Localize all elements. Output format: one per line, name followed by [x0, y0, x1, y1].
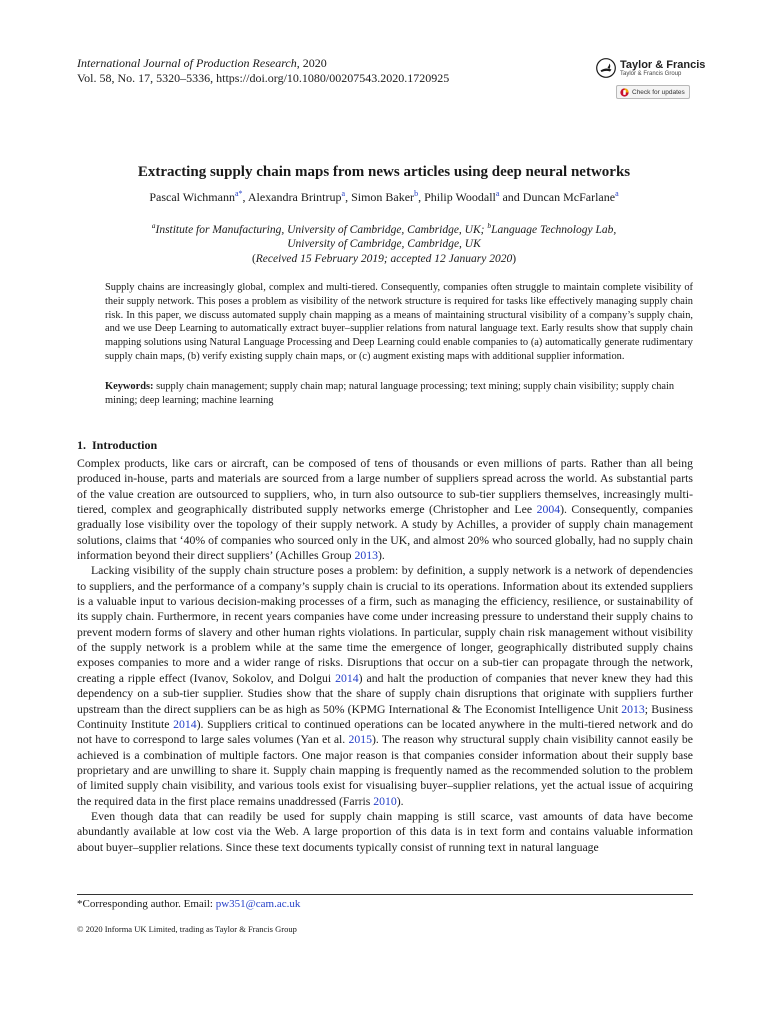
citation-year-link[interactable]: 2010 — [373, 794, 397, 808]
citation-year-link[interactable]: 2015 — [348, 733, 372, 747]
author-list — [0, 189, 768, 205]
publisher-name: Taylor & Francis — [620, 58, 706, 71]
volume-doi-line[interactable]: Vol. 58, No. 17, 5320–5336, https://doi.org/10.1080/00207543.2020.1720925 — [77, 71, 450, 85]
journal-year: , 2020 — [296, 56, 327, 70]
abstract: Supply chains are increasingly global, complex and multi-tiered. Consequently, companies often struggle to maintain complete visibility of their supply network. This poses a problem as visibility of the network structure is required for tasks like effectively managing supply chain risk. In this paper, we discuss automated supply chain mapping as a means of maintaining structural visibility of a company’s supply chain, and we use Deep Learning to automatically extract buyer–supplier relations from natural language text. Early results show that supply chain mapping solutions using Natural Language Processing and Deep Learning could enable companies to (a) automatically generate rudimentary supply chain maps, (b) verify existing supply chain maps, or (c) augment existing maps with additional supplier information. — [105, 282, 693, 362]
author-affiliation-marker[interactable]: a — [615, 189, 619, 198]
affiliation-a-marker: a — [151, 221, 156, 230]
citation-year-link[interactable]: 2013 — [621, 702, 645, 716]
body-text-run: ). The reason why structural supply chain visibility cannot easily be achieved is a combination of multiple factors. One major reason is that companies consider information about their supply base proprietary and are unwilling to share it. Supply chain mapping is frequently named as the recommended solution to the problem of limited supply chain visibility, and various tools exist for visualising buyer–supplier relations, yet the actual issue of acquiring the required data in the first place remains unaddressed (Farris — [77, 733, 693, 808]
body-paragraph — [77, 563, 693, 809]
body-text-run: ; Business Continuity Institute — [77, 702, 693, 731]
author-name[interactable]: Duncan McFarlane — [522, 190, 616, 204]
journal-info — [77, 56, 449, 86]
section-title: Introduction — [92, 438, 158, 452]
author-affiliation-marker[interactable]: b — [414, 189, 419, 198]
author-separator: , — [345, 190, 352, 204]
body-text-run: ) and halt the production of companies that never knew they had this dependency on a sub-tier supplier. Studies show that the share of supply chain disruptions that originate with suppliers further upstream than the direct suppliers can be as high as 50% (KPMG International & The Economist Intelligence Unit — [77, 671, 693, 716]
check-for-updates-button[interactable] — [616, 85, 690, 99]
oil-lamp-icon — [596, 58, 616, 78]
keywords-text: supply chain management; supply chain map; natural language processing; text mining; supply chain visibility; supply chain mining; deep learning; machine learning — [105, 381, 675, 406]
body-paragraph — [77, 809, 693, 855]
author-affiliation-marker[interactable]: a — [495, 189, 500, 198]
affiliations — [0, 219, 768, 251]
body-text-run: ). Consequently, companies gradually lose visibility over the topology of their supply network. A study by Achilles, a provider of supply chain management solutions, claims that ‘40% of companies who sourced only in the UK, and almost 20% who sourced globally, had no supply chain information beyond their direct suppliers’ (Achilles Group — [77, 503, 693, 563]
check-for-updates-label: Check for updates — [632, 88, 685, 96]
section-heading-introduction — [77, 438, 157, 453]
body-text-run: ). — [396, 794, 404, 808]
author-name[interactable]: Simon Baker — [351, 190, 415, 204]
body-paragraph — [77, 456, 693, 563]
taylor-francis-logo[interactable] — [596, 58, 706, 78]
author-separator: and — [499, 190, 523, 204]
author-affiliation-marker[interactable]: a* — [234, 189, 243, 198]
body-text-run: Even though data that can readily be used for supply chain mapping is still scarce, vast amounts of data have become abundantly available at low cost via the Web. A large proportion of this data is in text form and contains valuable information about buyer–supplier relations. Since these text documents typically consist of running text in natural language — [77, 809, 693, 854]
citation-year-link[interactable]: 2014 — [335, 671, 359, 685]
copyright-notice: © 2020 Informa UK Limited, trading as Taylor & Francis Group — [77, 924, 297, 934]
author-name[interactable]: Philip Woodall — [424, 190, 496, 204]
citation-year-link[interactable]: 2013 — [354, 549, 378, 563]
affiliation-b-marker: b — [487, 221, 492, 230]
footnote-prefix: *Corresponding author. Email: — [77, 898, 216, 910]
body-text-run: Lacking visibility of the supply chain structure poses a problem: by definition, a supply network is a network of dependencies to suppliers, and the performance of a company’s supply chain is crucial to its operations. Information about its extended suppliers is a valuable input to various decision-making processes of a firm, such as managing the efficiency, resilience, or sustainability of its supply chain. Furthermore, in recent years companies have come under increasing pressure to understand their supply chains to prevent modern forms of slavery and other human rights violations. In particular, supply chain risk management without visibility of the supply network is a problem while at the same time the emergence of longer, geographically distributed supply chains exposes companies to more and a wider range of risks. Disruptions that occur on a sub-tier can propagate through the network, creating a ripple effect (Ivanov, Sokolov, and Dolgui — [77, 564, 693, 685]
author-email-link[interactable]: pw351@cam.ac.uk — [215, 898, 301, 910]
body-text-run: Complex products, like cars or aircraft, can be composed of tens of thousands or even millions of parts. Rather than all being produced in-house, parts and materials are sourced from a large number of suppliers spread across the world. As substantial parts of the value creation are outsourced to suppliers, who, in turn also outsource to sub-tier suppliers themselves, increasingly multi-tiered, complex and geographically distributed supply networks emerge (Christopher and Lee — [77, 457, 693, 517]
journal-title-line — [77, 56, 449, 71]
article-title: Extracting supply chain maps from news articles using deep neural networks — [137, 164, 631, 180]
affiliation-a-text: Institute for Manufacturing, University of Cambridge, Cambridge, UK; — [155, 223, 488, 236]
introduction-body — [77, 456, 693, 855]
citation-year-link[interactable]: 2014 — [173, 717, 197, 731]
keywords — [105, 380, 693, 408]
author-name[interactable]: Alexandra Brintrup — [247, 190, 342, 204]
affiliation-line-2: University of Cambridge, Cambridge, UK — [287, 237, 481, 250]
publisher-group: Taylor & Francis Group — [620, 70, 682, 77]
corresponding-author-footnote — [77, 898, 300, 910]
citation-year-link[interactable]: 2004 — [536, 503, 561, 517]
received-dates: (Received 15 February 2019; accepted 12 January 2020) — [251, 253, 517, 265]
footnote-divider — [77, 894, 693, 895]
journal-name[interactable]: International Journal of Production Research — [77, 56, 297, 70]
affiliation-b-text: Language Technology Lab, — [491, 223, 617, 236]
publisher-block — [596, 58, 706, 99]
received-text: Received 15 February 2019; accepted 12 January 2020 — [255, 253, 513, 265]
body-text-run: ). — [377, 549, 385, 563]
author-separator: , — [242, 190, 248, 204]
crossmark-icon — [620, 88, 629, 97]
body-text-run: ). Suppliers critical to continued operations can be located anywhere in the multi-tiered network and do not have to correspond to large sales volumes (Yan et al. — [77, 717, 693, 747]
author-name[interactable]: Pascal Wichmann — [149, 190, 235, 204]
keywords-label: Keywords: — [105, 381, 154, 392]
section-number: 1. — [77, 438, 86, 452]
author-affiliation-marker[interactable]: a — [341, 189, 346, 198]
author-separator: , — [418, 190, 425, 204]
affiliation-line-1 — [0, 219, 768, 237]
